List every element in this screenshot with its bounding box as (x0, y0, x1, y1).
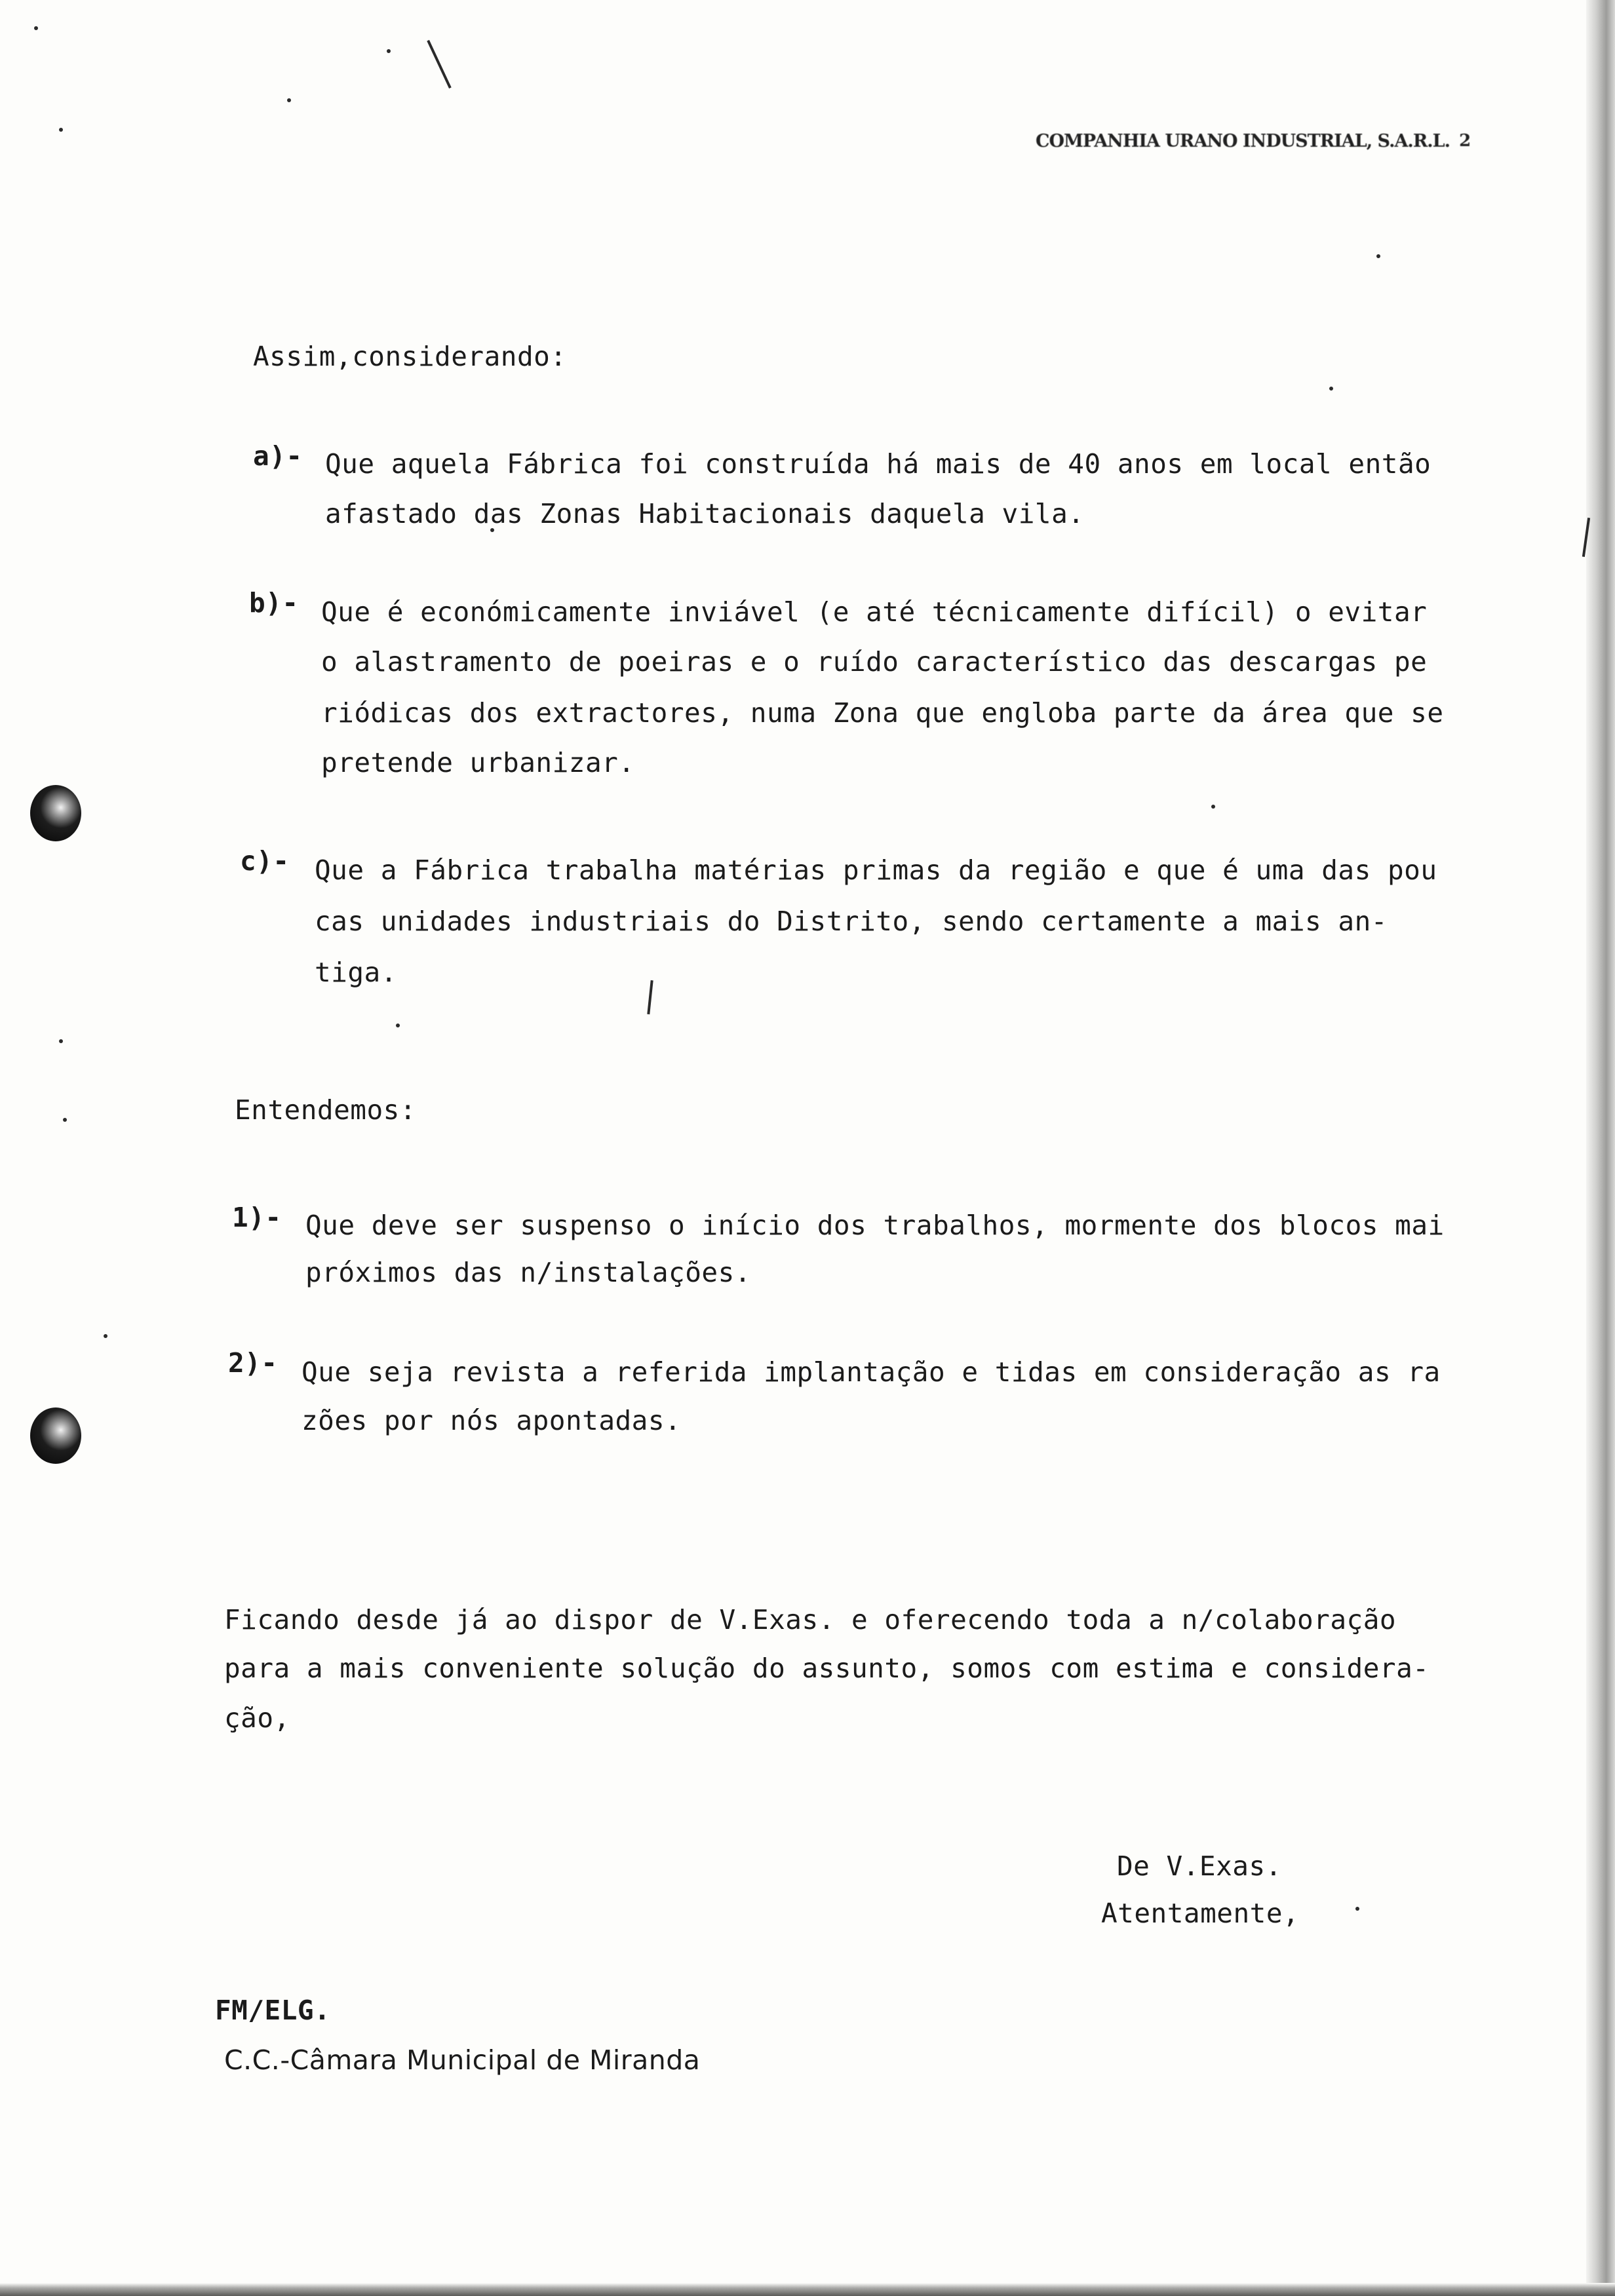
conclusion-heading: Entendemos: (235, 1094, 417, 1126)
scan-speck (1211, 805, 1215, 809)
scan-speck (1355, 1907, 1359, 1911)
scan-speck (34, 26, 38, 30)
scan-speck (63, 1118, 67, 1122)
item-c-line-3: tiga. (315, 957, 397, 988)
scan-speck (287, 98, 291, 102)
item-b-line-3: riódicas dos extractores, numa Zona que engloba parte da área que se (321, 697, 1444, 729)
letterhead-stamp (1036, 131, 1470, 151)
item-2-line-2: zões por nós apontadas. (302, 1405, 682, 1436)
scan-mark (427, 40, 451, 88)
punch-hole-bottom (30, 1407, 81, 1464)
item-b-line-4: pretende urbanizar. (321, 747, 635, 778)
scan-speck (59, 128, 63, 132)
scan-speck (396, 1024, 400, 1027)
closing-line-2: para a mais conveniente solução do assunto, somos com estima e considera- (224, 1653, 1430, 1684)
item-1-line-2: próximos das n/instalações. (305, 1257, 751, 1288)
signoff-line-1: De V.Exas. (1117, 1850, 1282, 1882)
company-name: COMPANHIA URANO INDUSTRIAL, S.A.R.L. (1036, 131, 1450, 151)
scan-speck (1329, 387, 1333, 391)
item-c-line-2: cas unidades industriais do Distrito, sendo certamente a mais an- (315, 906, 1388, 937)
closing-line-3: ção, (224, 1702, 290, 1734)
item-1-line-1: Que deve ser suspenso o início dos trabalhos, mormente dos blocos mai (305, 1210, 1445, 1241)
item-a-marker: a)- (253, 440, 303, 472)
scan-shadow-right (1586, 0, 1615, 2296)
item-c-line-1: Que a Fábrica trabalha matérias primas da região e que é uma das pou (315, 854, 1437, 886)
scan-mark (647, 980, 653, 1014)
item-2-line-1: Que seja revista a referida implantação e tidas em consideração as ra (302, 1356, 1441, 1388)
item-b-line-2: o alastramento de poeiras e o ruído característico das descargas pe (321, 646, 1428, 678)
closing-line-1: Ficando desde já ao dispor de V.Exas. e oferecendo toda a n/colaboração (224, 1604, 1397, 1636)
scan-speck (104, 1334, 107, 1338)
item-a-line-2: afastado das Zonas Habitacionais daquela vila. (325, 498, 1085, 529)
item-1-marker: 1)- (232, 1202, 282, 1233)
punch-hole-top (30, 785, 81, 841)
scan-shadow-bottom (0, 2283, 1615, 2296)
item-c-marker: c)- (240, 845, 290, 877)
sender-initials: FM/ELG. (215, 1995, 331, 2026)
intro-line: Assim,considerando: (253, 341, 567, 372)
page-number: 2 (1459, 131, 1471, 151)
item-2-marker: 2)- (228, 1347, 278, 1379)
item-a-line-1: Que aquela Fábrica foi construída há mais de 40 anos em local então (325, 448, 1431, 480)
scan-speck (387, 49, 391, 53)
signoff-line-2: Atentamente, (1101, 1898, 1300, 1929)
item-b-marker: b)- (249, 587, 299, 619)
scan-speck (1376, 254, 1380, 258)
carbon-copy-line: C.C.-Câmara Municipal de Miranda (224, 2044, 701, 2076)
scan-speck (59, 1039, 63, 1043)
item-b-line-1: Que é económicamente inviável (e até técnicamente difícil) o evitar (321, 596, 1428, 628)
